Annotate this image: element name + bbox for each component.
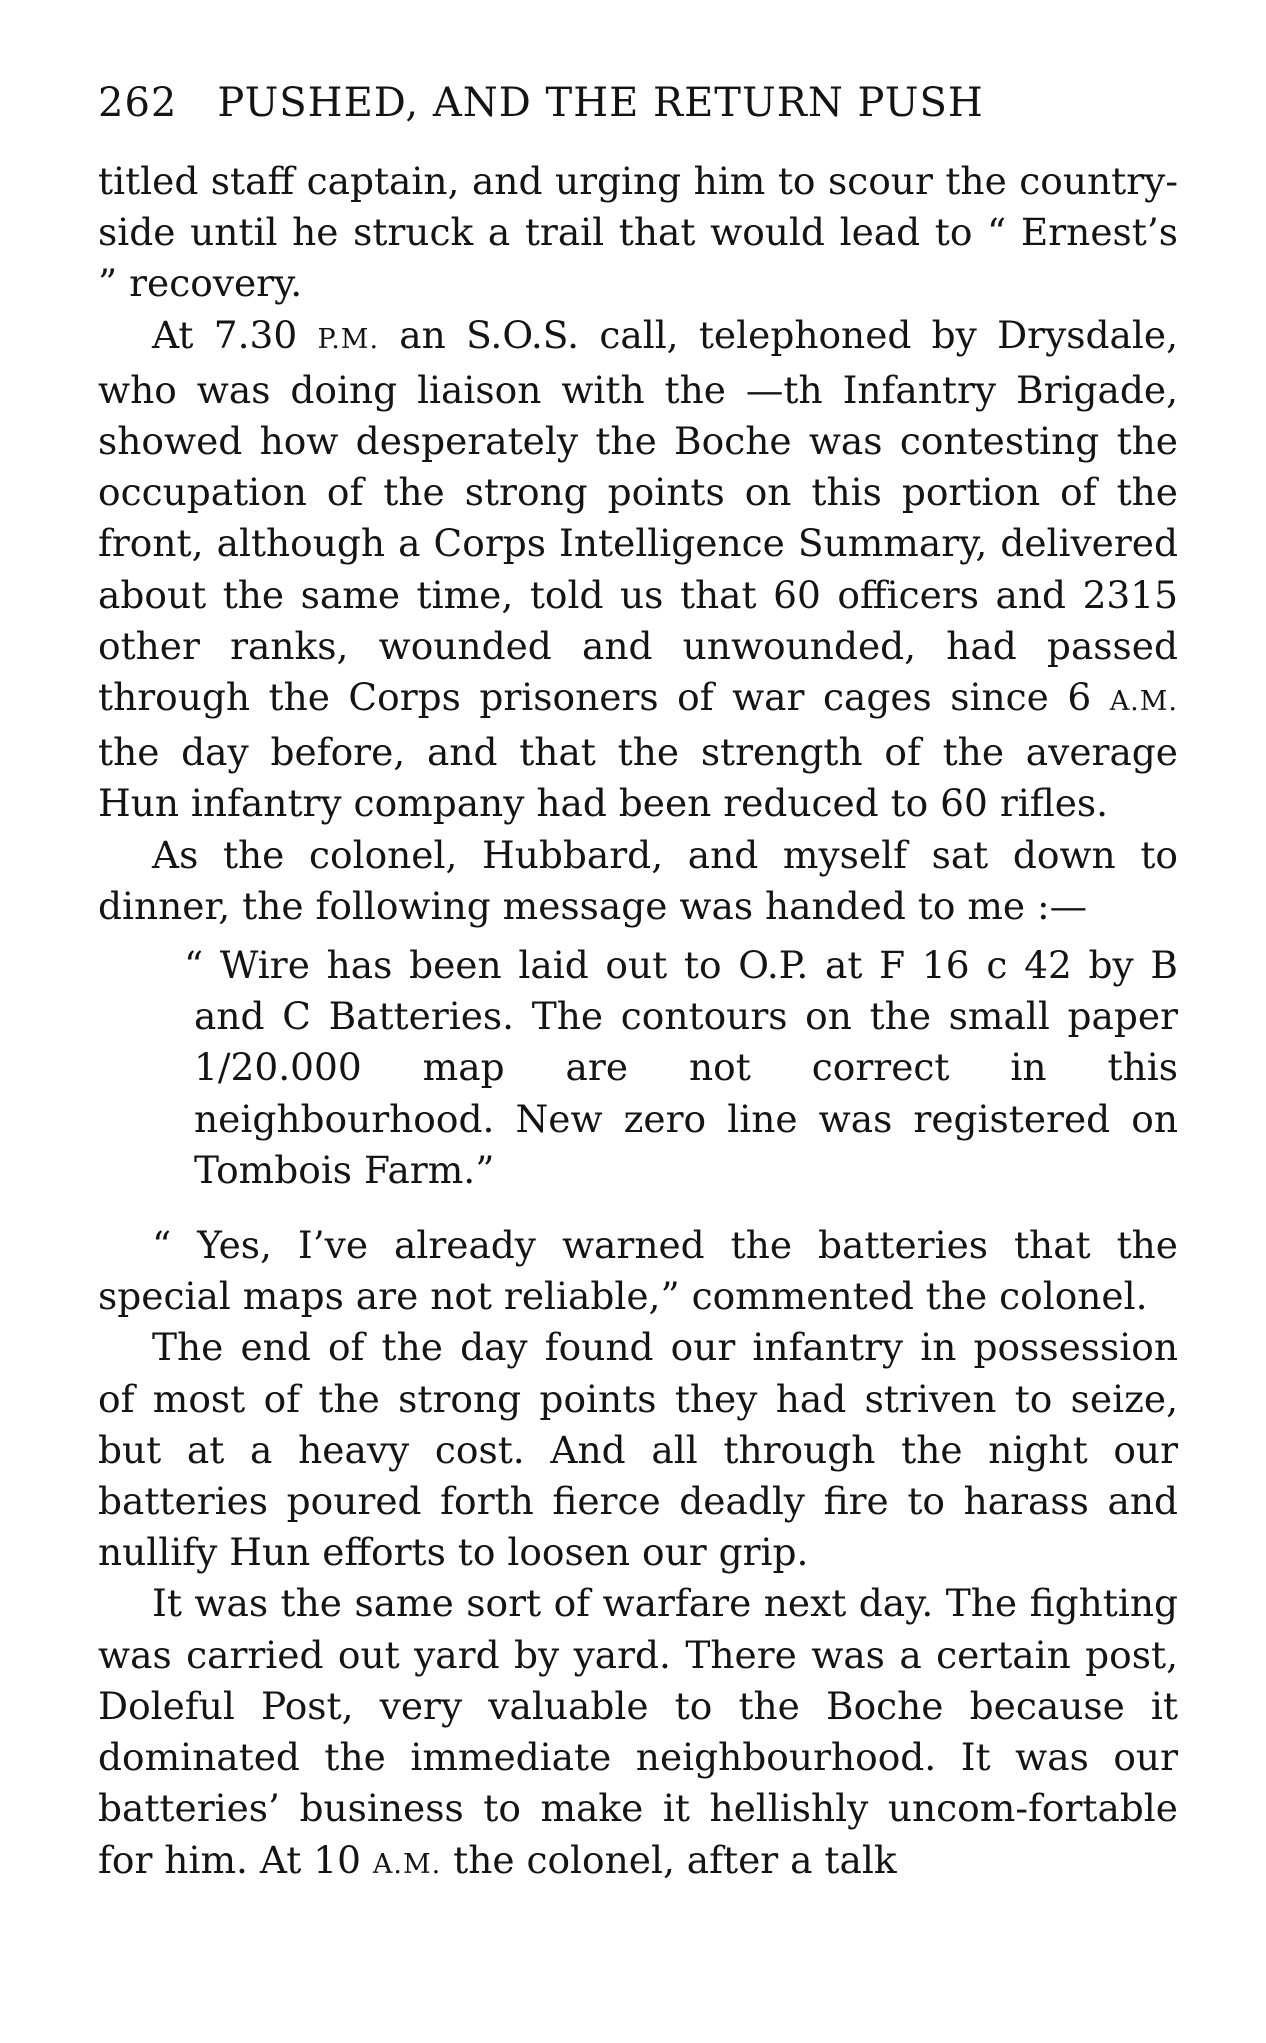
paragraph-next-day	[98, 1578, 1178, 1889]
text-run: It was the same sort of warfare next day. The fighting was carried out yard by yard. There was a certain post, Doleful Post, very valuable to the Boche because it dominated the immediate neighbourhood. It was our batteries’ business to make it hellishly uncom-fortable for him. At 10	[98, 1581, 1178, 1882]
text-run: the colonel, after a talk	[441, 1837, 897, 1882]
time-abbrev: A.M.	[372, 1848, 442, 1880]
paragraph-continued: titled staff captain, and urging him to scour the country-side until he struck a trail that would lead to “ Ernest’s ” recovery.	[98, 159, 1178, 306]
text-run: the day before, and that the strength of the average Hun infantry company had been reduced to 60 rifles.	[98, 730, 1178, 826]
running-head	[98, 80, 1178, 126]
page-number: 262	[98, 80, 178, 126]
running-title: PUSHED, AND THE RETURN PUSH	[217, 80, 984, 126]
quoted-message: “ Wire has been laid out to O.P. at F 16 c 42 by B and C Batteries. The contours on the small paper 1/20.000 map are not correct in this neighbourhood. New zero line was registered on Tombois Farm.”	[184, 943, 1178, 1192]
time-abbrev: P.M.	[317, 323, 380, 355]
book-page	[98, 80, 1178, 1890]
paragraph-colonel-reply: “ Yes, I’ve already warned the batteries that the special maps are not reliable,” commented the colonel.	[98, 1223, 1178, 1319]
time-abbrev: A.M.	[1109, 686, 1178, 718]
text-run: At 7.30	[152, 312, 318, 357]
paragraph-dinner: As the colonel, Hubbard, and myself sat down to dinner, the following message was handed to me :—	[98, 832, 1178, 928]
paragraph-end-of-day: The end of the day found our infantry in possession of most of the strong points they had striven to seize, but at a heavy cost. And all through the night our batteries poured forth fierce deadly fire to harass and nullify Hun efforts to loosen our grip.	[98, 1325, 1178, 1575]
text-run: an S.O.S. call, telephoned by Drysdale, who was doing liaison with the —th Infantry Brigade, showed how desperately the Boche was contesting the occupation of the strong points on this portion of the front, although a Corps Intelligence Summary, delivered about the same time, told us that 60 officers and 2315 other ranks, wounded and unwounded, had passed through the Corps prisoners of war cages since 6	[98, 312, 1179, 720]
paragraph-sos-call	[98, 310, 1178, 830]
